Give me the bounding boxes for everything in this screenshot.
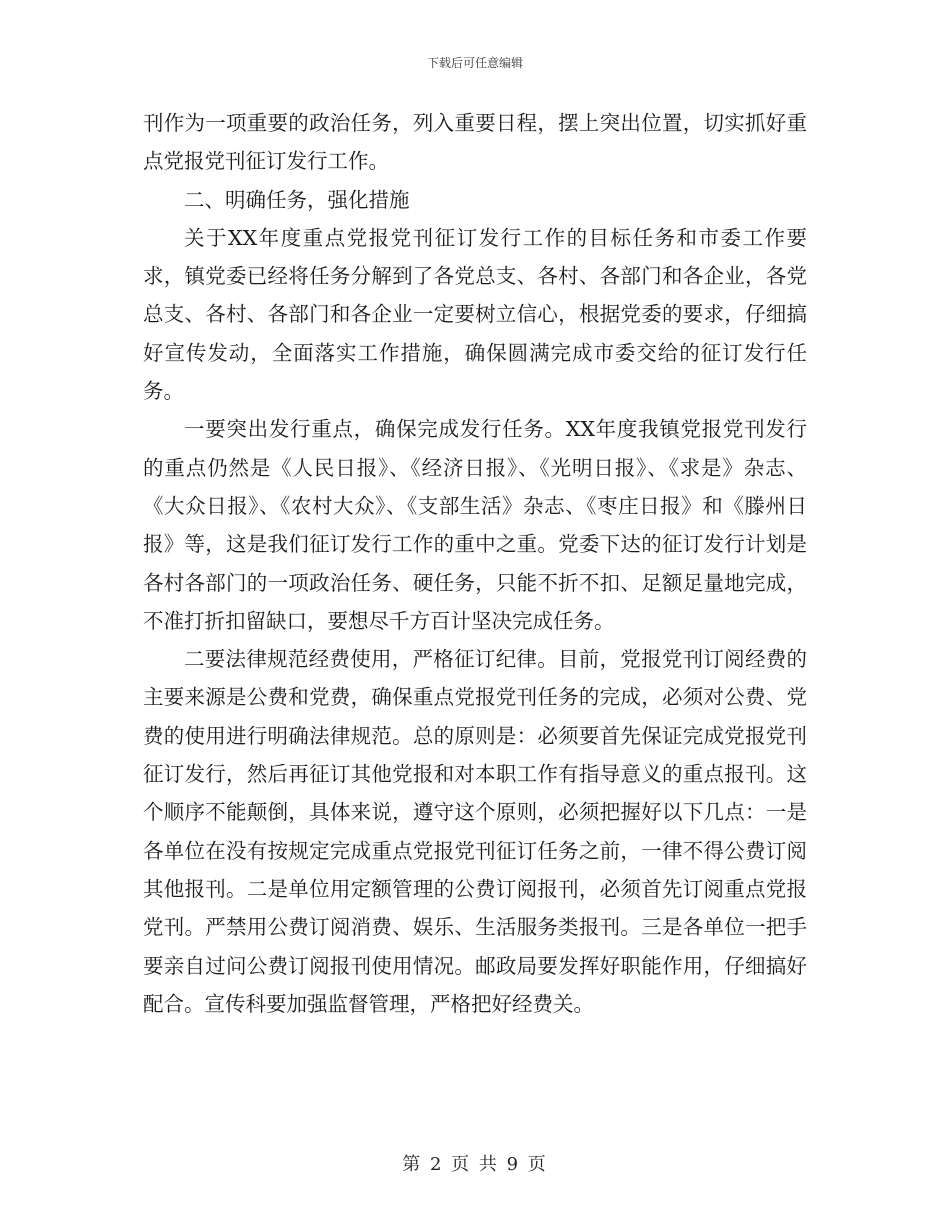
section-heading: 二、明确任务，强化措施 [184,187,410,212]
paragraph-distribution-focus: 一要突出发行重点，确保完成发行任务。XX年度我镇党报党刊发行的重点仍然是《人民日报》、《经济日报》、《光明日报》、《求是》杂志、《大众日报》、《农村大众》、《支部生活》杂志、《枣庄日报》和《滕州日报》等，这是我们征订发行工作的重中之重。党委下达的征订发行计划是各村各部门的一项政治任务、硬任务，只能不折不扣、足额足量地完成，不准打折扣留缺口，要想尽千方百计坚决完成任务。 [143,417,807,633]
page-header: 下载后可任意编辑 [426,56,523,70]
paragraph-continuation: 刊作为一项重要的政治任务，列入重要日程，摆上突出位置，切实抓好重点党报党刊征订发行工作。 [143,111,807,174]
paragraph-funding-rules: 二要法律规范经费使用，严格征订纪律。目前，党报党刊订阅经费的主要来源是公费和党费，确保重点党报党刊任务的完成，必须对公费、党费的使用进行明确法律规范。总的原则是：必须要首先保证完成党报党刊征订发行，然后再征订其他党报和对本职工作有指导意义的重点报刊。这个顺序不能颠倒，具体来说，遵守这个原则，必须把握好以下几点：一是各单位在没有按规定完成重点党报党刊征订任务之前，一律不得公费订阅其他报刊。二是单位用定额管理的公费订阅报刊，必须首先订阅重点党报党刊。严禁用公费订阅消费、娱乐、生活服务类报刊。三是各单位一把手要亲自过问公费订阅报刊使用情况。邮政局要发挥好职能作用，仔细搞好配合。宣传科要加强监督管理，严格把好经费关。 [143,647,807,1016]
page-number: 第 2 页 共 9 页 [402,1154,548,1175]
paragraph-task-assignment: 关于XX年度重点党报党刊征订发行工作的目标任务和市委工作要求，镇党委已经将任务分解到了各党总支、各村、各部门和各企业，各党总支、各村、各部门和各企业一定要树立信心，根据党委的要求，仔细搞好宣传发动，全面落实工作措施，确保圆满完成市委交给的征订发行任务。 [143,225,807,404]
document-body [143,104,807,1023]
